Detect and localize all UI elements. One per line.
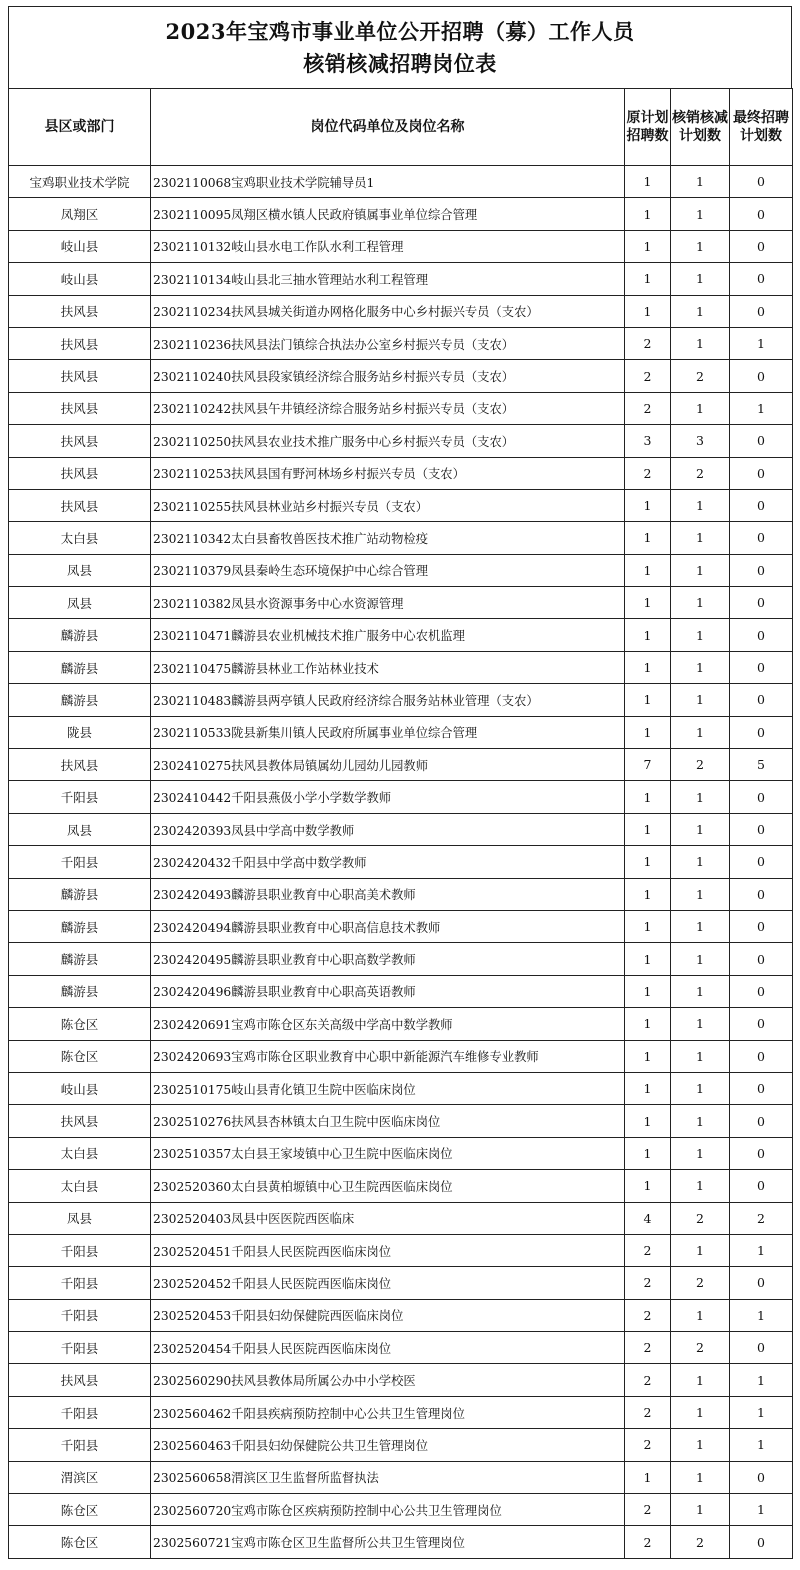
table-row (9, 1202, 793, 1234)
final-cell: 1 (730, 1494, 793, 1526)
plan-cell: 2 (625, 457, 671, 489)
plan-cell: 3 (625, 425, 671, 457)
table-row (9, 910, 793, 942)
header-plan: 原计划招聘数 (625, 89, 671, 166)
dept-cell: 岐山县 (9, 230, 151, 262)
final-cell: 0 (730, 1526, 793, 1558)
table-row (9, 1170, 793, 1202)
reduce-cell: 1 (671, 1105, 730, 1137)
post-cell: 2302110234扶风县城关街道办网格化服务中心乡村振兴专员（支农） (151, 295, 625, 327)
dept-cell: 扶风县 (9, 425, 151, 457)
reduce-cell: 1 (671, 1429, 730, 1461)
dept-cell: 扶风县 (9, 489, 151, 521)
dept-cell: 渭滨区 (9, 1461, 151, 1493)
dept-cell: 陈仓区 (9, 1494, 151, 1526)
post-cell: 2302420493麟游县职业教育中心职高美术教师 (151, 878, 625, 910)
plan-cell: 1 (625, 554, 671, 586)
reduce-cell: 1 (671, 166, 730, 198)
plan-cell: 1 (625, 943, 671, 975)
dept-cell: 陇县 (9, 716, 151, 748)
reduce-cell: 2 (671, 457, 730, 489)
post-cell: 2302520452千阳县人民医院西医临床岗位 (151, 1267, 625, 1299)
post-cell: 2302420693宝鸡市陈仓区职业教育中心职中新能源汽车维修专业教师 (151, 1040, 625, 1072)
table-row (9, 327, 793, 359)
table-row (9, 749, 793, 781)
table-row (9, 295, 793, 327)
post-cell: 2302560658渭滨区卫生监督所监督执法 (151, 1461, 625, 1493)
post-cell: 2302110342太白县畜牧兽医技术推广站动物检疫 (151, 522, 625, 554)
reduce-cell: 1 (671, 489, 730, 521)
post-cell: 2302420496麟游县职业教育中心职高英语教师 (151, 975, 625, 1007)
dept-cell: 凤县 (9, 1202, 151, 1234)
final-cell: 0 (730, 684, 793, 716)
plan-cell: 2 (625, 1429, 671, 1461)
plan-cell: 1 (625, 295, 671, 327)
dept-cell: 扶风县 (9, 392, 151, 424)
reduce-cell: 1 (671, 1170, 730, 1202)
dept-cell: 千阳县 (9, 846, 151, 878)
dept-cell: 扶风县 (9, 1105, 151, 1137)
final-cell: 0 (730, 230, 793, 262)
table-row (9, 166, 793, 198)
table-row (9, 457, 793, 489)
plan-cell: 2 (625, 1299, 671, 1331)
post-cell: 2302510357太白县王家堎镇中心卫生院中医临床岗位 (151, 1137, 625, 1169)
plan-cell: 1 (625, 587, 671, 619)
post-cell: 2302420495麟游县职业教育中心职高数学教师 (151, 943, 625, 975)
reduce-cell: 1 (671, 813, 730, 845)
dept-cell: 麟游县 (9, 975, 151, 1007)
plan-cell: 2 (625, 1267, 671, 1299)
plan-cell: 1 (625, 619, 671, 651)
reduce-cell: 1 (671, 943, 730, 975)
final-cell: 0 (730, 489, 793, 521)
final-cell: 0 (730, 263, 793, 295)
plan-cell: 2 (625, 1234, 671, 1266)
table-row (9, 230, 793, 262)
reduce-cell: 1 (671, 230, 730, 262)
plan-cell: 1 (625, 1170, 671, 1202)
post-cell: 2302110095凤翔区横水镇人民政府镇属事业单位综合管理 (151, 198, 625, 230)
plan-cell: 7 (625, 749, 671, 781)
post-cell: 2302420393凤县中学高中数学教师 (151, 813, 625, 845)
plan-cell: 1 (625, 1461, 671, 1493)
table-row (9, 489, 793, 521)
dept-cell: 凤县 (9, 554, 151, 586)
final-cell: 0 (730, 1040, 793, 1072)
dept-cell: 麟游县 (9, 684, 151, 716)
table-row (9, 360, 793, 392)
reduce-cell: 1 (671, 1364, 730, 1396)
post-cell: 2302420494麟游县职业教育中心职高信息技术教师 (151, 910, 625, 942)
dept-cell: 扶风县 (9, 457, 151, 489)
dept-cell: 麟游县 (9, 943, 151, 975)
table-row (9, 198, 793, 230)
reduce-cell: 2 (671, 360, 730, 392)
reduce-cell: 1 (671, 587, 730, 619)
dept-cell: 太白县 (9, 522, 151, 554)
reduce-cell: 1 (671, 651, 730, 683)
final-cell: 0 (730, 878, 793, 910)
dept-cell: 凤县 (9, 813, 151, 845)
table-row (9, 1072, 793, 1104)
document-sheet (8, 6, 792, 1559)
table-row (9, 781, 793, 813)
table-row (9, 651, 793, 683)
dept-cell: 千阳县 (9, 1332, 151, 1364)
post-cell: 2302520403凤县中医医院西医临床 (151, 1202, 625, 1234)
plan-cell: 1 (625, 230, 671, 262)
dept-cell: 千阳县 (9, 1234, 151, 1266)
table-row (9, 716, 793, 748)
post-cell: 2302110382凤县水资源事务中心水资源管理 (151, 587, 625, 619)
final-cell: 0 (730, 1105, 793, 1137)
reduce-cell: 1 (671, 263, 730, 295)
final-cell: 0 (730, 1267, 793, 1299)
reduce-cell: 1 (671, 1234, 730, 1266)
dept-cell: 太白县 (9, 1170, 151, 1202)
final-cell: 0 (730, 716, 793, 748)
plan-cell: 1 (625, 684, 671, 716)
plan-cell: 2 (625, 360, 671, 392)
table-row (9, 1234, 793, 1266)
dept-cell: 麟游县 (9, 910, 151, 942)
title-line-1: 2023年宝鸡市事业单位公开招聘（募）工作人员 (165, 18, 635, 44)
reduce-cell: 1 (671, 619, 730, 651)
reduce-cell: 1 (671, 1494, 730, 1526)
final-cell: 1 (730, 1364, 793, 1396)
post-cell: 2302110533陇县新集川镇人民政府所属事业单位综合管理 (151, 716, 625, 748)
post-cell: 2302560462千阳县疾病预防控制中心公共卫生管理岗位 (151, 1396, 625, 1428)
dept-cell: 麟游县 (9, 878, 151, 910)
post-cell: 2302110475麟游县林业工作站林业技术 (151, 651, 625, 683)
table-row (9, 1040, 793, 1072)
post-cell: 2302110255扶风县林业站乡村振兴专员（支农） (151, 489, 625, 521)
final-cell: 0 (730, 522, 793, 554)
dept-cell: 宝鸡职业技术学院 (9, 166, 151, 198)
table-row (9, 1299, 793, 1331)
final-cell: 0 (730, 1170, 793, 1202)
plan-cell: 2 (625, 1332, 671, 1364)
plan-cell: 2 (625, 1364, 671, 1396)
post-cell: 2302110242扶风县午井镇经济综合服务站乡村振兴专员（支农） (151, 392, 625, 424)
post-cell: 2302420432千阳县中学高中数学教师 (151, 846, 625, 878)
post-cell: 2302410442千阳县燕伋小学小学数学教师 (151, 781, 625, 813)
reduce-cell: 3 (671, 425, 730, 457)
plan-cell: 1 (625, 846, 671, 878)
post-cell: 2302520453千阳县妇幼保健院西医临床岗位 (151, 1299, 625, 1331)
dept-cell: 陈仓区 (9, 1040, 151, 1072)
final-cell: 0 (730, 295, 793, 327)
table-row (9, 1494, 793, 1526)
table-row (9, 1364, 793, 1396)
final-cell: 0 (730, 1137, 793, 1169)
reduce-cell: 1 (671, 1072, 730, 1104)
plan-cell: 2 (625, 327, 671, 359)
plan-cell: 1 (625, 813, 671, 845)
post-cell: 2302110068宝鸡职业技术学院辅导员1 (151, 166, 625, 198)
header-reduce: 核销核减计划数 (671, 89, 730, 166)
reduce-cell: 1 (671, 392, 730, 424)
post-cell: 2302560720宝鸡市陈仓区疾病预防控制中心公共卫生管理岗位 (151, 1494, 625, 1526)
table-row (9, 1461, 793, 1493)
reduce-cell: 1 (671, 198, 730, 230)
plan-cell: 1 (625, 1072, 671, 1104)
plan-cell: 1 (625, 166, 671, 198)
dept-cell: 扶风县 (9, 327, 151, 359)
table-row (9, 587, 793, 619)
table-row (9, 1105, 793, 1137)
plan-cell: 1 (625, 198, 671, 230)
final-cell: 1 (730, 1234, 793, 1266)
table-row (9, 943, 793, 975)
table-row (9, 975, 793, 1007)
final-cell: 0 (730, 425, 793, 457)
reduce-cell: 1 (671, 975, 730, 1007)
title-line-2: 核销核减招聘岗位表 (303, 50, 497, 76)
header-final: 最终招聘计划数 (730, 89, 793, 166)
final-cell: 1 (730, 1396, 793, 1428)
plan-cell: 1 (625, 1105, 671, 1137)
final-cell: 0 (730, 166, 793, 198)
table-row (9, 1429, 793, 1461)
post-cell: 2302110240扶风县段家镇经济综合服务站乡村振兴专员（支农） (151, 360, 625, 392)
post-cell: 2302110132岐山县水电工作队水利工程管理 (151, 230, 625, 262)
final-cell: 0 (730, 619, 793, 651)
dept-cell: 千阳县 (9, 1396, 151, 1428)
post-cell: 2302110379凤县秦岭生态环境保护中心综合管理 (151, 554, 625, 586)
reduce-cell: 1 (671, 684, 730, 716)
plan-cell: 2 (625, 392, 671, 424)
reduce-cell: 1 (671, 910, 730, 942)
plan-cell: 1 (625, 1008, 671, 1040)
post-cell: 2302420691宝鸡市陈仓区东关高级中学高中数学教师 (151, 1008, 625, 1040)
reduce-cell: 2 (671, 1267, 730, 1299)
final-cell: 0 (730, 1461, 793, 1493)
final-cell: 0 (730, 651, 793, 683)
dept-cell: 陈仓区 (9, 1008, 151, 1040)
final-cell: 0 (730, 198, 793, 230)
plan-cell: 2 (625, 1396, 671, 1428)
final-cell: 0 (730, 1008, 793, 1040)
final-cell: 0 (730, 360, 793, 392)
post-cell: 2302110134岐山县北三抽水管理站水利工程管理 (151, 263, 625, 295)
dept-cell: 扶风县 (9, 749, 151, 781)
reduce-cell: 1 (671, 1040, 730, 1072)
table-body (9, 166, 793, 1559)
plan-cell: 1 (625, 651, 671, 683)
dept-cell: 扶风县 (9, 295, 151, 327)
final-cell: 1 (730, 1429, 793, 1461)
post-cell: 2302560290扶风县教体局所属公办中小学校医 (151, 1364, 625, 1396)
table-row (9, 813, 793, 845)
table-row (9, 263, 793, 295)
table-row (9, 619, 793, 651)
dept-cell: 凤翔区 (9, 198, 151, 230)
final-cell: 0 (730, 1332, 793, 1364)
reduce-cell: 2 (671, 749, 730, 781)
plan-cell: 4 (625, 1202, 671, 1234)
positions-table (8, 88, 793, 1559)
header-row (9, 89, 793, 166)
post-cell: 2302410275扶风县教体局镇属幼儿园幼儿园教师 (151, 749, 625, 781)
dept-cell: 千阳县 (9, 781, 151, 813)
table-row (9, 1332, 793, 1364)
post-cell: 2302110253扶风县国有野河林场乡村振兴专员（支农） (151, 457, 625, 489)
reduce-cell: 1 (671, 716, 730, 748)
reduce-cell: 2 (671, 1526, 730, 1558)
plan-cell: 1 (625, 975, 671, 1007)
post-cell: 2302560463千阳县妇幼保健院公共卫生管理岗位 (151, 1429, 625, 1461)
dept-cell: 千阳县 (9, 1429, 151, 1461)
post-cell: 2302510175岐山县青化镇卫生院中医临床岗位 (151, 1072, 625, 1104)
reduce-cell: 1 (671, 781, 730, 813)
table-row (9, 1396, 793, 1428)
plan-cell: 1 (625, 1137, 671, 1169)
final-cell: 0 (730, 1072, 793, 1104)
dept-cell: 麟游县 (9, 619, 151, 651)
plan-cell: 1 (625, 781, 671, 813)
post-cell: 2302520451千阳县人民医院西医临床岗位 (151, 1234, 625, 1266)
reduce-cell: 2 (671, 1332, 730, 1364)
header-dept: 县区或部门 (9, 89, 151, 166)
dept-cell: 太白县 (9, 1137, 151, 1169)
table-row (9, 392, 793, 424)
post-cell: 2302520454千阳县人民医院西医临床岗位 (151, 1332, 625, 1364)
plan-cell: 1 (625, 716, 671, 748)
final-cell: 0 (730, 587, 793, 619)
table-row (9, 1137, 793, 1169)
post-cell: 2302110236扶风县法门镇综合执法办公室乡村振兴专员（支农） (151, 327, 625, 359)
title-block (8, 6, 792, 88)
table-row (9, 1526, 793, 1558)
post-cell: 2302110483麟游县两亭镇人民政府经济综合服务站林业管理（支农） (151, 684, 625, 716)
reduce-cell: 1 (671, 554, 730, 586)
dept-cell: 岐山县 (9, 263, 151, 295)
final-cell: 2 (730, 1202, 793, 1234)
final-cell: 0 (730, 813, 793, 845)
post-cell: 2302110250扶风县农业技术推广服务中心乡村振兴专员（支农） (151, 425, 625, 457)
final-cell: 5 (730, 749, 793, 781)
table-row (9, 1267, 793, 1299)
reduce-cell: 1 (671, 295, 730, 327)
final-cell: 0 (730, 910, 793, 942)
final-cell: 0 (730, 975, 793, 1007)
plan-cell: 1 (625, 522, 671, 554)
post-cell: 2302560721宝鸡市陈仓区卫生监督所公共卫生管理岗位 (151, 1526, 625, 1558)
reduce-cell: 1 (671, 1008, 730, 1040)
final-cell: 1 (730, 392, 793, 424)
reduce-cell: 1 (671, 327, 730, 359)
final-cell: 1 (730, 1299, 793, 1331)
final-cell: 0 (730, 846, 793, 878)
plan-cell: 1 (625, 1040, 671, 1072)
table-row (9, 878, 793, 910)
plan-cell: 2 (625, 1526, 671, 1558)
post-cell: 2302520360太白县黄柏塬镇中心卫生院西医临床岗位 (151, 1170, 625, 1202)
table-row (9, 425, 793, 457)
reduce-cell: 1 (671, 1396, 730, 1428)
table-row (9, 684, 793, 716)
plan-cell: 1 (625, 910, 671, 942)
plan-cell: 1 (625, 263, 671, 295)
reduce-cell: 1 (671, 1137, 730, 1169)
dept-cell: 千阳县 (9, 1267, 151, 1299)
final-cell: 0 (730, 781, 793, 813)
dept-cell: 千阳县 (9, 1299, 151, 1331)
dept-cell: 凤县 (9, 587, 151, 619)
dept-cell: 麟游县 (9, 651, 151, 683)
final-cell: 0 (730, 457, 793, 489)
reduce-cell: 1 (671, 522, 730, 554)
dept-cell: 陈仓区 (9, 1526, 151, 1558)
plan-cell: 2 (625, 1494, 671, 1526)
table-row (9, 846, 793, 878)
final-cell: 0 (730, 943, 793, 975)
final-cell: 1 (730, 327, 793, 359)
reduce-cell: 1 (671, 1299, 730, 1331)
reduce-cell: 1 (671, 1461, 730, 1493)
dept-cell: 扶风县 (9, 360, 151, 392)
dept-cell: 扶风县 (9, 1364, 151, 1396)
plan-cell: 1 (625, 878, 671, 910)
table-row (9, 522, 793, 554)
post-cell: 2302510276扶风县杏林镇太白卫生院中医临床岗位 (151, 1105, 625, 1137)
final-cell: 0 (730, 554, 793, 586)
reduce-cell: 1 (671, 878, 730, 910)
reduce-cell: 1 (671, 846, 730, 878)
header-post: 岗位代码单位及岗位名称 (151, 89, 625, 166)
plan-cell: 1 (625, 489, 671, 521)
table-row (9, 554, 793, 586)
reduce-cell: 2 (671, 1202, 730, 1234)
table-row (9, 1008, 793, 1040)
post-cell: 2302110471麟游县农业机械技术推广服务中心农机监理 (151, 619, 625, 651)
dept-cell: 岐山县 (9, 1072, 151, 1104)
